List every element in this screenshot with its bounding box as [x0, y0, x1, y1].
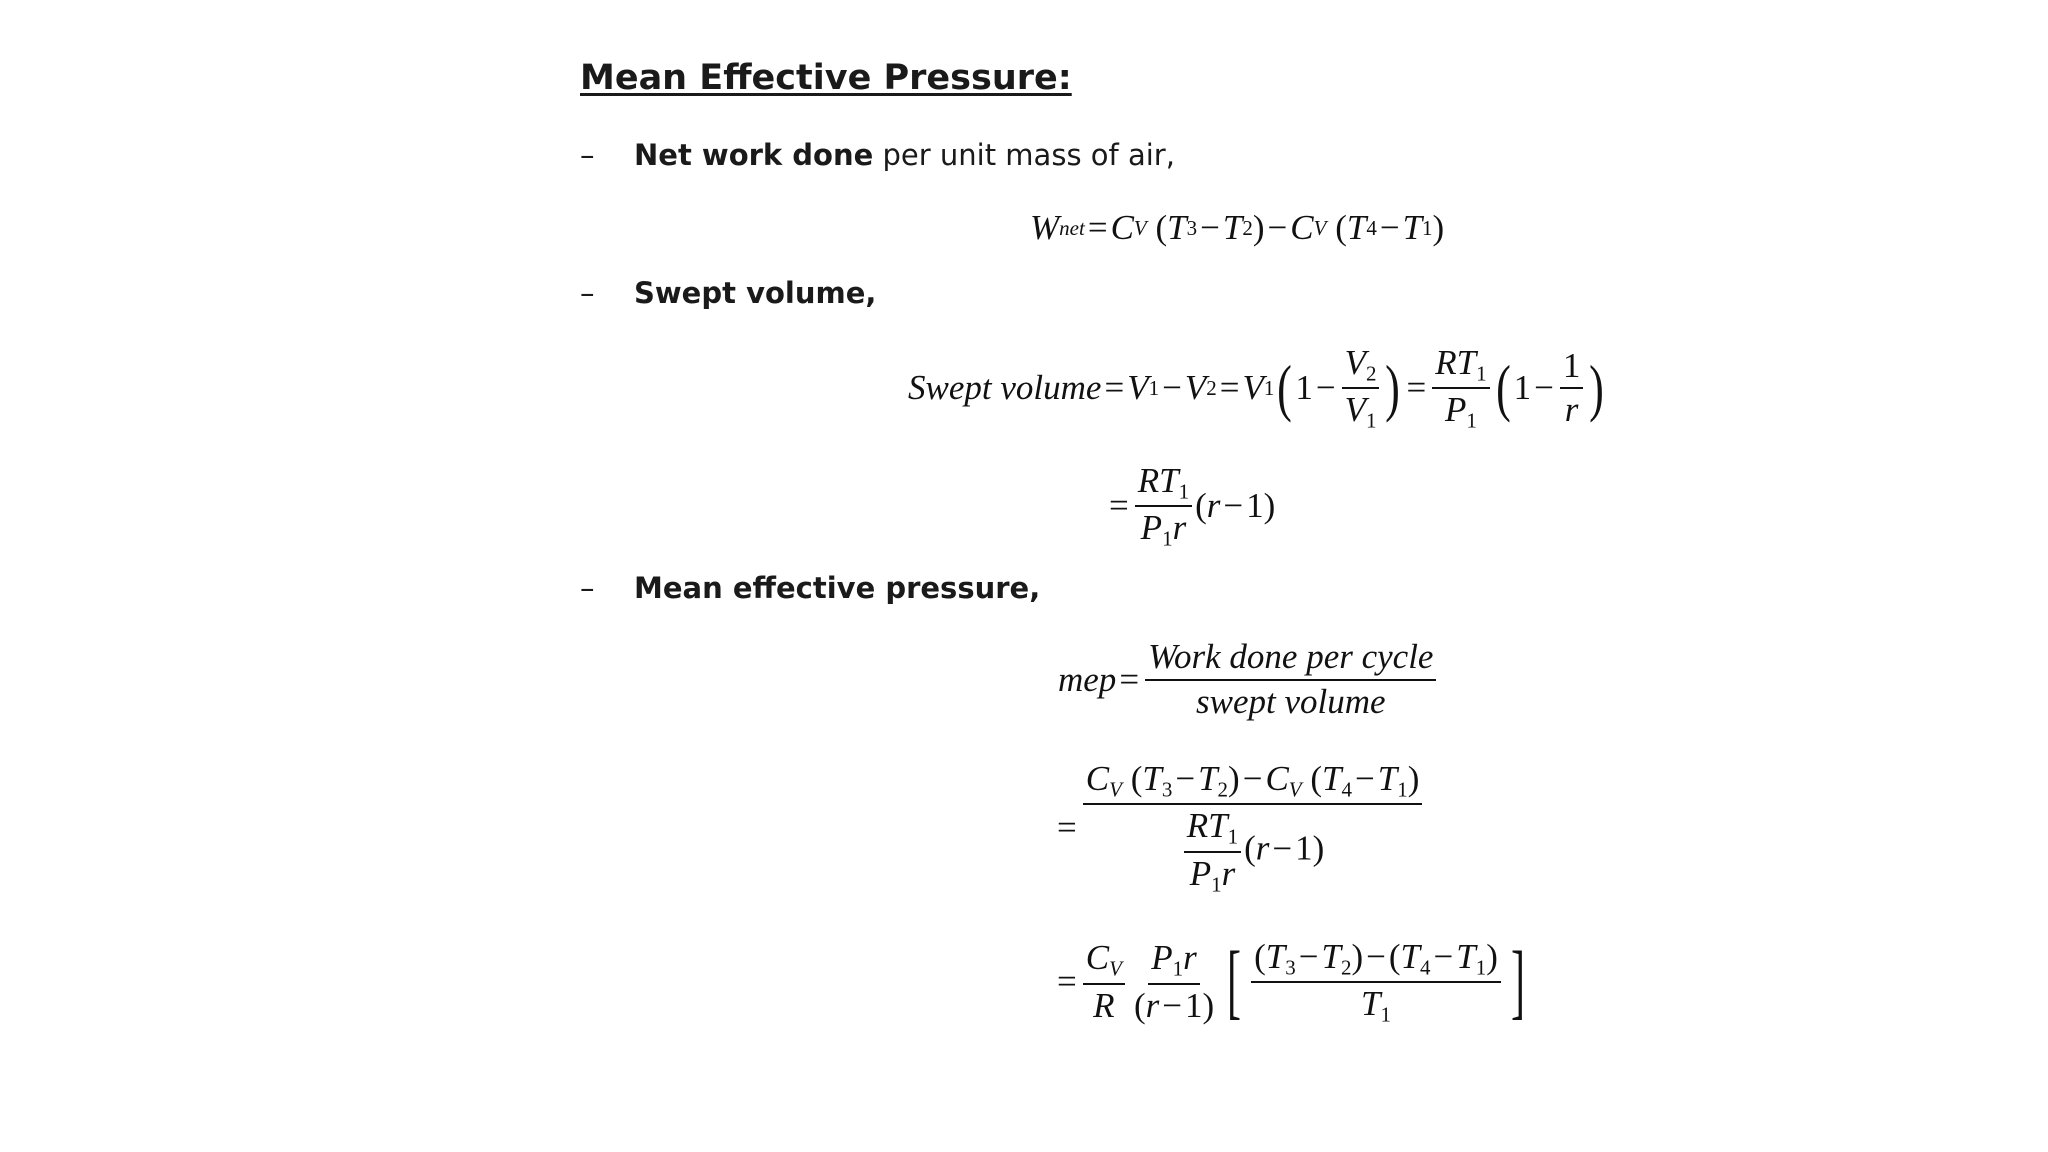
- bullet-dash: –: [580, 571, 595, 605]
- page-title: Mean Effective Pressure:: [580, 58, 1072, 98]
- bullet-dash: –: [580, 276, 595, 310]
- bullet-net-work: [580, 138, 1175, 172]
- bullet-mep: [580, 571, 1040, 605]
- bullet-bold-text: Net work done: [634, 138, 874, 172]
- mep-label: mep: [1058, 659, 1117, 699]
- equation-wnet: W net = C V ( T 3 − T 2 ) − C V ( T 4 − T 1 ): [1030, 208, 1445, 247]
- bullet-text: per unit mass of air,: [873, 138, 1175, 172]
- bullet-bold-text: Swept volume,: [634, 276, 877, 310]
- mep-denominator: swept volume: [1195, 681, 1386, 721]
- equation-swept-1: Swept volume = V 1 − V 2 = V 1 ( 1 − $\frac{V_2}{V_1}$ ) = $\frac{RT_1}{P_1}$ ( 1 − $\frac{1}{r}$ ): [908, 343, 1605, 433]
- bullet-swept-volume: [580, 276, 876, 310]
- swept-label: Swept volume: [908, 368, 1102, 408]
- mep-numerator: Work done per cycle: [1145, 638, 1436, 681]
- bullet-bold-text: Mean effective pressure,: [634, 571, 1041, 605]
- equation-swept-2: = $\frac{RT_1}{P_1r}$ ( r − 1): [1109, 461, 1276, 551]
- equation-mep-2: = $C_V$ $(T_3-T_2)-C_V$ $(T_4-T_1)$ $\frac{RT_1}{P_1r}$ (r−1): [1054, 760, 1425, 896]
- equation-mep-1: mep = $\frac{\text{Work done per cycle}}{\text{swept volume}}$: [1058, 638, 1439, 721]
- bullet-dash: –: [580, 138, 595, 172]
- equation-mep-3: = $\frac{C_V}{R}$ $\frac{P_1r}{(r-1)}$ [ $\frac{(T_3-T_2)-(T_4-T_1)}{T_1}$ ]: [1057, 935, 1525, 1029]
